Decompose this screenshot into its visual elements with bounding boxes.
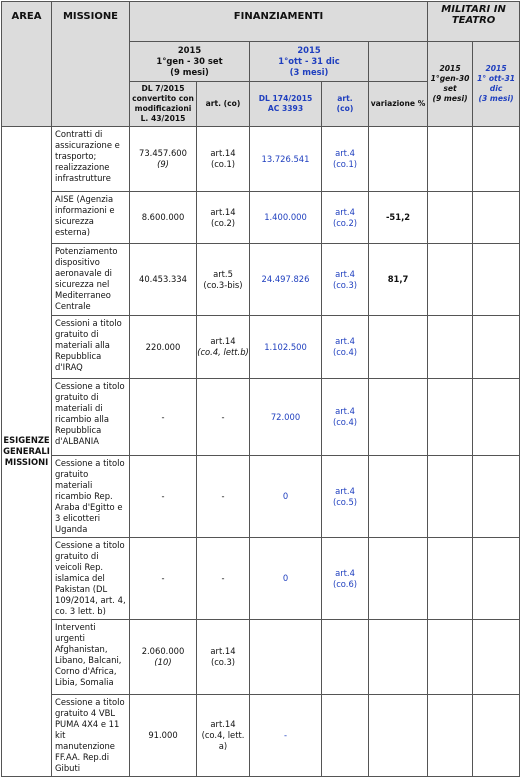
art-1-cell	[197, 127, 250, 192]
table-row	[2, 127, 520, 192]
militari-2-cell	[473, 379, 520, 456]
missione-cell: Cessione a titolo gratuito di veicoli Rep. islamica del Pakistan (DL 109/2014, art. 4, co. 3 lett. b)	[52, 538, 130, 620]
art-1-cell	[197, 244, 250, 316]
period-2-range: 1°ott - 31 dic	[278, 56, 340, 66]
militari-2-cell	[473, 192, 520, 244]
art-1-value: art.14	[210, 646, 236, 656]
co-1-value: (co.2)	[210, 217, 236, 228]
art-2-cell	[322, 127, 369, 192]
missione-cell: Contratti di assicurazione e trasporto; realizzazione infrastrutture	[52, 127, 130, 192]
header-row-1	[2, 2, 520, 42]
art-1-cell	[197, 192, 250, 244]
header-militari: MILITARI IN TEATRO	[428, 2, 520, 42]
missione-cell: Cessione a titolo gratuito di materiali di ricambio alla Repubblica d'ALBANIA	[52, 379, 130, 456]
amount-2-cell: 24.497.826	[250, 244, 322, 316]
amount-2-cell: 1.102.500	[250, 316, 322, 379]
subheader-variazione: variazione %	[369, 82, 428, 127]
amount-1-cell: -	[130, 456, 197, 538]
art-1-cell	[197, 695, 250, 777]
header-area: AREA	[2, 2, 52, 127]
missione-cell: Cessione a titolo gratuito 4 VBL PUMA 4X4 e 11 kit manutenzione FF.AA. Rep.di Gibuti	[52, 695, 130, 777]
subheader-dl: DL 7/2015 convertito con modificazioni L. 43/2015	[130, 82, 197, 127]
variazione-cell	[369, 538, 428, 620]
missione-cell: Interventi urgenti Afghanistan, Libano, Balcani, Corno d'Africa, Libia, Somalia	[52, 620, 130, 695]
art-2-cell	[322, 244, 369, 316]
co-1-value: (co.3-bis)	[203, 279, 243, 290]
co-1-value: (co.4, lett. a)	[201, 730, 245, 751]
table-row	[2, 192, 520, 244]
militari-1-cell	[428, 538, 473, 620]
militari-1-cell	[428, 620, 473, 695]
mil2-months: (3 mesi)	[478, 94, 514, 103]
amount-2-cell	[250, 620, 322, 695]
militari-1-cell	[428, 379, 473, 456]
co-2-value: (co.4)	[332, 417, 358, 427]
amount-1-cell: 91.000	[130, 695, 197, 777]
art-2-cell	[322, 192, 369, 244]
art-2-value: art.4	[335, 567, 355, 578]
militari-2-cell	[473, 620, 520, 695]
art-2-cell	[322, 695, 369, 777]
amount-1-cell: 8.600.000	[130, 192, 197, 244]
co-2-value: (co.3)	[332, 279, 358, 290]
amount-2-cell: 72.000	[250, 379, 322, 456]
militari-1-cell	[428, 456, 473, 538]
table-row	[2, 456, 520, 538]
militari-1-cell	[428, 244, 473, 316]
subheader-art-1: art. (co)	[197, 82, 250, 127]
period-1-year: 2015	[177, 45, 202, 55]
period-empty	[369, 42, 428, 82]
co-2-value: (co.2)	[332, 217, 358, 228]
amount-1-note: (9)	[157, 159, 169, 169]
amount-1-cell: -	[130, 379, 197, 456]
period-1-range: 1°gen - 30 set	[156, 56, 223, 66]
amount-1-note: (10)	[154, 657, 172, 667]
variazione-cell	[369, 127, 428, 192]
militari-1-cell	[428, 127, 473, 192]
co-1-value: (co.4, lett.b)	[197, 347, 249, 357]
amount-1-cell	[130, 127, 197, 192]
variazione-cell: 81,7	[369, 244, 428, 316]
militari-1-cell	[428, 695, 473, 777]
art-2-value: art.4	[335, 485, 355, 496]
art-2-value: art.4	[335, 406, 355, 416]
period-2-months: (3 mesi)	[289, 67, 329, 77]
art-1-cell: -	[197, 379, 250, 456]
amount-1-value: 2.060.000	[141, 646, 185, 656]
period-1	[130, 42, 250, 82]
variazione-cell	[369, 456, 428, 538]
militari-2-cell	[473, 538, 520, 620]
art-1-cell: -	[197, 456, 250, 538]
art-2-cell	[322, 316, 369, 379]
amount-1-cell: 220.000	[130, 316, 197, 379]
co-2-value: (co.5)	[332, 496, 358, 507]
variazione-cell	[369, 379, 428, 456]
financing-table	[1, 1, 520, 777]
amount-1-cell	[130, 620, 197, 695]
co-2-value: (co.4)	[332, 347, 358, 357]
art-2-value: art.4	[335, 336, 355, 346]
table-row	[2, 695, 520, 777]
militari-2-cell	[473, 456, 520, 538]
mil1-year: 2015	[439, 64, 461, 73]
mil1-months: (9 mesi)	[432, 94, 468, 103]
art-1-value: art.5	[213, 268, 233, 279]
militari-2-cell	[473, 127, 520, 192]
variazione-cell	[369, 695, 428, 777]
militari-period-2	[473, 42, 520, 127]
co-2-value: (co.1)	[332, 159, 358, 169]
mil2-range: 1° ott-31 dic	[477, 74, 516, 93]
militari-2-cell	[473, 244, 520, 316]
art-2-value: art.4	[335, 206, 355, 217]
art-2-cell	[322, 620, 369, 695]
amount-2-cell: 0	[250, 538, 322, 620]
period-2-year: 2015	[297, 45, 321, 55]
period-1-months: (9 mesi)	[170, 67, 209, 77]
table-row	[2, 538, 520, 620]
militari-2-cell	[473, 316, 520, 379]
variazione-cell: -51,2	[369, 192, 428, 244]
art-2-value: art.4	[335, 268, 355, 279]
table-row	[2, 620, 520, 695]
missione-cell: Cessione a titolo gratuito materiali ricambio Rep. Araba d'Egitto e 3 elicotteri Uganda	[52, 456, 130, 538]
art-2-cell	[322, 456, 369, 538]
subheader-art-2: art. (co)	[322, 82, 369, 127]
militari-period-1	[428, 42, 473, 127]
missione-cell: Potenziamento dispositivo aeronavale di sicurezza nel Mediterraneo Centrale	[52, 244, 130, 316]
militari-1-cell	[428, 192, 473, 244]
art-1-cell	[197, 620, 250, 695]
amount-1-cell: -	[130, 538, 197, 620]
table-row	[2, 316, 520, 379]
amount-2-cell: 13.726.541	[250, 127, 322, 192]
art-1-cell	[197, 316, 250, 379]
missione-cell: AISE (Agenzia informazioni e sicurezza esterna)	[52, 192, 130, 244]
militari-1-cell	[428, 316, 473, 379]
co-2-value: (co.6)	[332, 578, 358, 589]
art-2-cell	[322, 379, 369, 456]
amount-2-cell: -	[250, 695, 322, 777]
missione-cell: Cessioni a titolo gratuito di materiali alla Repubblica d'IRAQ	[52, 316, 130, 379]
co-1-value: (co.1)	[210, 159, 236, 169]
art-1-value: art.14	[210, 719, 236, 729]
table-row	[2, 379, 520, 456]
period-2	[250, 42, 369, 82]
area-label: ESIGENZE GENERALI MISSIONI	[2, 127, 52, 777]
art-1-value: art.14	[210, 148, 236, 158]
subheader-dl-2: DL 174/2015 AC 3393	[250, 82, 322, 127]
variazione-cell	[369, 620, 428, 695]
art-2-cell	[322, 538, 369, 620]
amount-1-cell: 40.453.334	[130, 244, 197, 316]
art-1-value: art.14	[210, 336, 236, 346]
art-2-value: art.4	[335, 148, 355, 158]
variazione-cell	[369, 316, 428, 379]
art-1-cell: -	[197, 538, 250, 620]
co-1-value: (co.3)	[210, 657, 236, 667]
amount-2-cell: 0	[250, 456, 322, 538]
header-missione: MISSIONE	[52, 2, 130, 127]
militari-2-cell	[473, 695, 520, 777]
art-1-value: art.14	[210, 206, 236, 217]
amount-2-cell: 1.400.000	[250, 192, 322, 244]
table-row	[2, 244, 520, 316]
header-finanziamenti: FINANZIAMENTI	[130, 2, 428, 42]
mil2-year: 2015	[485, 64, 507, 73]
amount-1-value: 73.457.600	[139, 148, 187, 158]
mil1-range: 1°gen-30 set	[430, 74, 470, 93]
